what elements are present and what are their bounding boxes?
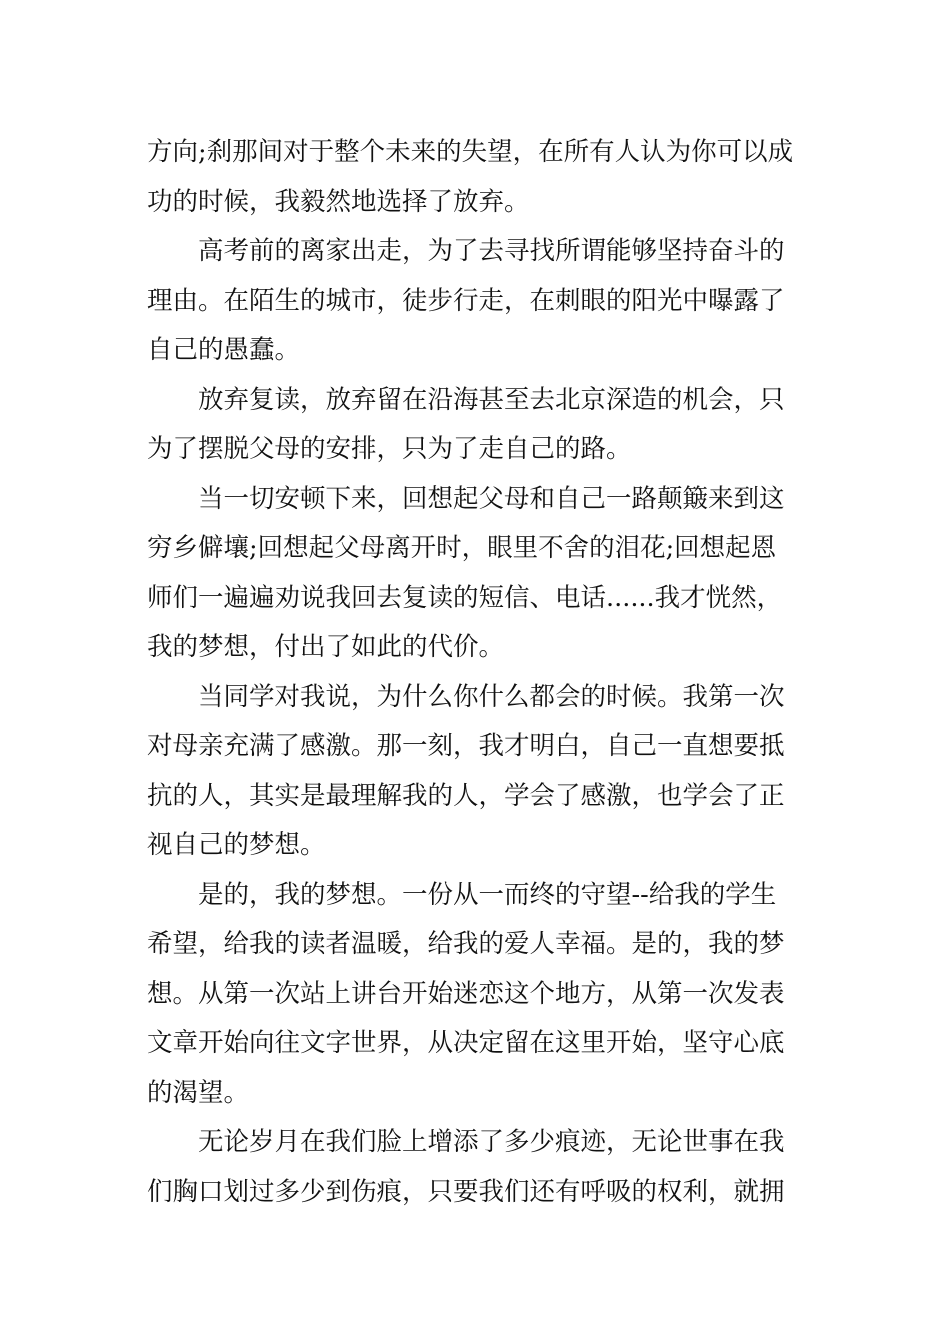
- text-line: 我的梦想，付出了如此的代价。: [147, 632, 505, 662]
- text-line: 师们一遍遍劝说我回去复读的短信、电话......我才恍然，: [147, 582, 783, 613]
- text-line: 无论岁月在我们脸上增添了多少痕迹，无论世事在我: [198, 1127, 785, 1157]
- text-line: 文章开始向往文字世界，从决定留在这里开始，坚守心底: [147, 1028, 785, 1058]
- text-line: 方向;刹那间对于整个未来的失望，在所有人认为你可以成: [147, 137, 794, 167]
- text-line: 的渴望。: [147, 1077, 250, 1108]
- text-line: 想。从第一次站上讲台开始迷恋这个地方，从第一次发表: [147, 978, 785, 1009]
- text-line: 当一切安顿下来，回想起父母和自己一路颠簸来到这: [198, 483, 785, 514]
- text-line: 理由。在陌生的城市，徒步行走，在刺眼的阳光中曝露了: [147, 285, 785, 316]
- text-line: 为了摆脱父母的安排，只为了走自己的路。: [147, 434, 632, 464]
- text-line: 当同学对我说，为什么你什么都会的时候。我第一次: [198, 681, 785, 712]
- text-line: 自己的愚蠢。: [147, 335, 301, 365]
- text-line: 是的，我的梦想。一份从一而终的守望--给我的学生: [198, 879, 777, 910]
- text-line: 穷乡僻壤;回想起父母离开时，眼里不舍的泪花;回想起恩: [147, 533, 777, 563]
- text-line: 希望，给我的读者温暖，给我的爱人幸福。是的，我的梦: [147, 929, 785, 959]
- text-line: 功的时候，我毅然地选择了放弃。: [147, 186, 530, 217]
- text-line: 视自己的梦想。: [147, 830, 326, 860]
- text-line: 们胸口划过多少到伤痕，只要我们还有呼吸的权利，就拥: [147, 1176, 785, 1207]
- text-line: 对母亲充满了感激。那一刻，我才明白，自己一直想要抵: [147, 731, 785, 761]
- text-line: 高考前的离家出走，为了去寻找所谓能够坚持奋斗的: [198, 236, 785, 266]
- body-text: [147, 128, 807, 1217]
- text-line: 放弃复读，放弃留在沿海甚至去北京深造的机会，只: [198, 384, 785, 415]
- text-line: 抗的人，其实是最理解我的人，学会了感激，也学会了正: [147, 780, 785, 811]
